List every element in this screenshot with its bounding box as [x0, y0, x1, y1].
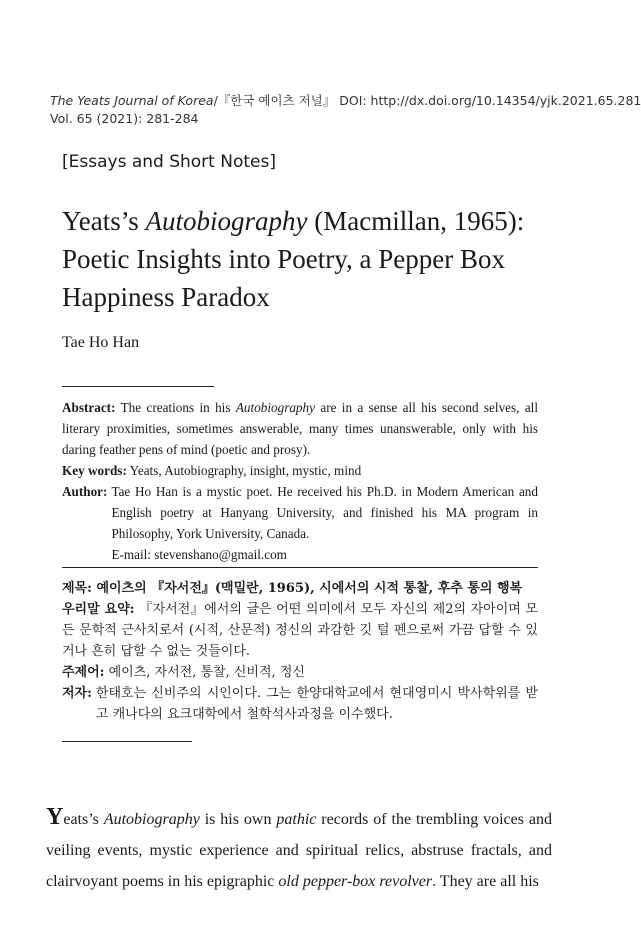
article-title: [62, 202, 582, 316]
journal-title: The Yeats Journal of Korea: [50, 93, 214, 108]
keywords: Key words: Yeats, Autobiography, insight, mystic, mind: [62, 463, 362, 478]
abstract: Abstract: The creations in his Autobiography are in a sense all his second selves, all literary proximities, sometimes answerable, many times unanswerable, only with his daring feather pens of mind (poetic and prosy).: [62, 400, 538, 457]
title-line-3: Happiness Paradox: [62, 282, 270, 312]
divider-middle: [62, 567, 538, 568]
title-italic: Autobiography: [145, 206, 308, 236]
author-bio-text: Tae Ho Han is a mystic poet. He received his Ph.D. in Modern American and English poetry at Hanyang University, and finished his MA program in Philosophy, York University, Canada.: [111, 484, 538, 541]
author-bio: [62, 481, 538, 565]
author-name: Tae Ho Han: [62, 334, 140, 351]
divider-top: [62, 386, 214, 387]
keywords-label: Key words:: [62, 463, 127, 478]
section-heading: [Essays and Short Notes]: [62, 152, 276, 172]
drop-cap: Y: [46, 804, 64, 830]
korean-summary: 우리말 요약: 『자서전』에서의 글은 어떤 의미에서 모두 자신의 제2의 자아이며 모든 문학적 근사치로서 (시적, 산문적) 정신의 과감한 깃 털 펜으로써 가끔 답할 수 있거나 흔히 답할 수 없는 것들이다.: [62, 602, 538, 659]
journal-line-1: [50, 92, 641, 110]
korean-title: 제목: 예이츠의 『자서전』(맥밀란, 1965), 시에서의 시적 통찰, 후추 통의 행복: [62, 581, 523, 596]
doi-link[interactable]: DOI: http://dx.doi.org/10.14354/yjk.2021.65.281: [335, 93, 641, 108]
journal-title-korean: /『한국 예이츠 저널』: [213, 93, 336, 108]
author-label: Author:: [62, 484, 108, 499]
abstract-label: Abstract:: [62, 400, 116, 415]
journal-volume: Vol. 65 (2021): 281-284: [50, 111, 199, 126]
title-line-2: Poetic Insights into Poetry, a Pepper Box: [62, 244, 505, 274]
body-paragraph: Yeats’s Autobiography is his own pathic records of the trembling voices and veiling events, mystic experience and spiritual relics, abstruse fractals, and clairvoyant poems in his epigraphic old pepper-box revolver. They are all his: [46, 804, 553, 890]
korean-author: 저자: 한태호는 신비주의 시인이다. 그는 한양대학교에서 현대영미시 박사학위를 받고 캐나다의 요크대학에서 철학석사과정을 이수했다.: [62, 686, 538, 722]
author-email[interactable]: E-mail: stevenshano@gmail.com: [111, 547, 287, 562]
divider-bottom: [62, 741, 192, 742]
title-line-1: Yeats’s Autobiography (Macmillan, 1965):: [62, 206, 525, 236]
journal-citation: [50, 92, 641, 128]
korean-keywords: 주제어: 예이츠, 자서전, 통찰, 신비적, 정신: [62, 665, 305, 680]
